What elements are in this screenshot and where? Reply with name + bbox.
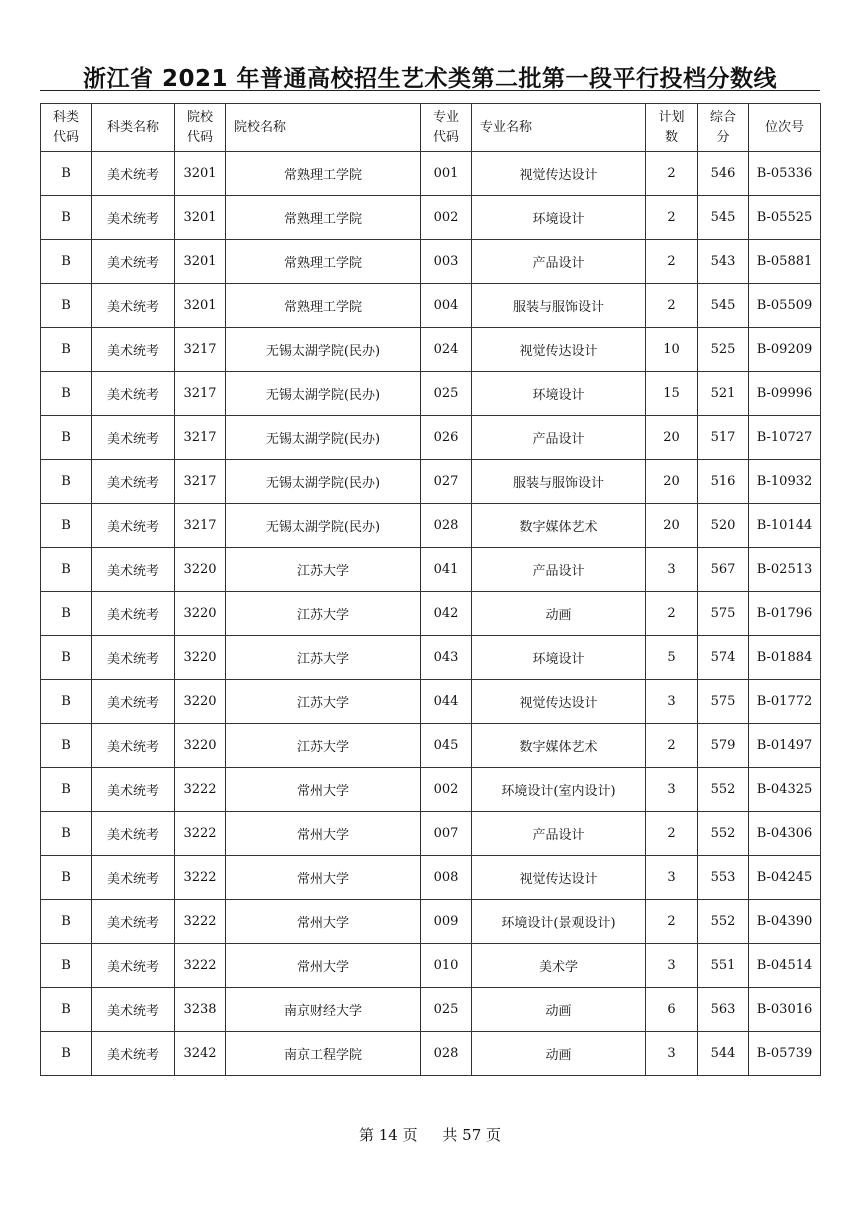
major-name-cell: 环境设计(室内设计) — [472, 768, 646, 812]
page-title: 浙江省 2021 年普通高校招生艺术类第二批第一段平行投档分数线 — [82, 66, 778, 92]
subject-name-cell: 美术统考 — [92, 592, 175, 636]
school-code-cell: 3222 — [175, 856, 226, 900]
major-name-cell: 视觉传达设计 — [472, 856, 646, 900]
subject-code-cell: B — [41, 900, 92, 944]
plan-cell: 2 — [646, 724, 698, 768]
rank-cell: B-04306 — [749, 812, 821, 856]
major-code-cell: 028 — [421, 504, 472, 548]
major-code-cell: 004 — [421, 284, 472, 328]
major-name-cell: 产品设计 — [472, 812, 646, 856]
subject-name-cell: 美术统考 — [92, 636, 175, 680]
table-row — [41, 548, 821, 592]
subject-code-cell: B — [41, 372, 92, 416]
subject-code-cell: B — [41, 812, 92, 856]
major-name-cell: 动画 — [472, 988, 646, 1032]
major-code-cell: 024 — [421, 328, 472, 372]
subject-code-cell: B — [41, 768, 92, 812]
school-code-cell: 3220 — [175, 680, 226, 724]
table-row — [41, 284, 821, 328]
header-rank: 位次号 — [749, 104, 821, 152]
plan-cell: 15 — [646, 372, 698, 416]
rank-cell: B-10932 — [749, 460, 821, 504]
school-code-cell: 3222 — [175, 944, 226, 988]
rank-cell: B-05881 — [749, 240, 821, 284]
score-cell: 545 — [698, 196, 749, 240]
subject-name-cell: 美术统考 — [92, 416, 175, 460]
major-name-cell: 视觉传达设计 — [472, 152, 646, 196]
score-cell: 575 — [698, 680, 749, 724]
score-cell: 517 — [698, 416, 749, 460]
score-cell: 552 — [698, 900, 749, 944]
score-cell: 544 — [698, 1032, 749, 1076]
major-code-cell: 026 — [421, 416, 472, 460]
major-code-cell: 041 — [421, 548, 472, 592]
plan-cell: 2 — [646, 152, 698, 196]
admission-score-table — [40, 103, 821, 1076]
plan-cell: 6 — [646, 988, 698, 1032]
subject-code-cell: B — [41, 460, 92, 504]
school-code-cell: 3201 — [175, 240, 226, 284]
subject-name-cell: 美术统考 — [92, 812, 175, 856]
table-row — [41, 900, 821, 944]
table-row — [41, 768, 821, 812]
school-code-cell: 3201 — [175, 196, 226, 240]
major-code-cell: 009 — [421, 900, 472, 944]
score-cell: 545 — [698, 284, 749, 328]
major-name-cell: 环境设计 — [472, 636, 646, 680]
score-cell: 525 — [698, 328, 749, 372]
school-name-cell: 常熟理工学院 — [226, 284, 421, 328]
table-row — [41, 680, 821, 724]
subject-name-cell: 美术统考 — [92, 1032, 175, 1076]
subject-name-cell: 美术统考 — [92, 548, 175, 592]
rank-cell: B-10144 — [749, 504, 821, 548]
major-code-cell: 044 — [421, 680, 472, 724]
school-name-cell: 常州大学 — [226, 768, 421, 812]
subject-code-cell: B — [41, 548, 92, 592]
school-name-cell: 江苏大学 — [226, 592, 421, 636]
score-cell: 579 — [698, 724, 749, 768]
plan-cell: 3 — [646, 944, 698, 988]
table-row — [41, 152, 821, 196]
major-name-cell: 产品设计 — [472, 416, 646, 460]
score-cell: 520 — [698, 504, 749, 548]
table-body — [41, 152, 821, 1076]
school-name-cell: 南京工程学院 — [226, 1032, 421, 1076]
subject-code-cell: B — [41, 944, 92, 988]
header-subject-code: 科类 代码 — [41, 104, 92, 152]
table-row — [41, 636, 821, 680]
header-plan: 计划 数 — [646, 104, 698, 152]
subject-name-cell: 美术统考 — [92, 240, 175, 284]
header-subject-name: 科类名称 — [92, 104, 175, 152]
school-name-cell: 江苏大学 — [226, 724, 421, 768]
school-name-cell: 常熟理工学院 — [226, 152, 421, 196]
major-name-cell: 服装与服饰设计 — [472, 460, 646, 504]
major-name-cell: 美术学 — [472, 944, 646, 988]
major-name-cell: 服装与服饰设计 — [472, 284, 646, 328]
subject-name-cell: 美术统考 — [92, 724, 175, 768]
score-cell: 546 — [698, 152, 749, 196]
subject-code-cell: B — [41, 504, 92, 548]
table-row — [41, 1032, 821, 1076]
table-row — [41, 460, 821, 504]
table-row — [41, 504, 821, 548]
page-footer — [0, 1124, 860, 1145]
header-school-name: 院校名称 — [226, 104, 421, 152]
school-name-cell: 常州大学 — [226, 900, 421, 944]
major-code-cell: 043 — [421, 636, 472, 680]
rank-cell: B-04390 — [749, 900, 821, 944]
major-name-cell: 视觉传达设计 — [472, 680, 646, 724]
rank-cell: B-04514 — [749, 944, 821, 988]
rank-cell: B-09996 — [749, 372, 821, 416]
major-code-cell: 008 — [421, 856, 472, 900]
school-name-cell: 江苏大学 — [226, 636, 421, 680]
school-name-cell: 江苏大学 — [226, 548, 421, 592]
school-name-cell: 常熟理工学院 — [226, 240, 421, 284]
school-code-cell: 3201 — [175, 152, 226, 196]
school-name-cell: 常州大学 — [226, 812, 421, 856]
table-row — [41, 328, 821, 372]
major-name-cell: 环境设计 — [472, 372, 646, 416]
score-cell: 552 — [698, 812, 749, 856]
school-code-cell: 3220 — [175, 548, 226, 592]
major-code-cell: 010 — [421, 944, 472, 988]
school-name-cell: 江苏大学 — [226, 680, 421, 724]
subject-code-cell: B — [41, 988, 92, 1032]
major-code-cell: 028 — [421, 1032, 472, 1076]
subject-name-cell: 美术统考 — [92, 900, 175, 944]
score-cell: 575 — [698, 592, 749, 636]
plan-cell: 10 — [646, 328, 698, 372]
rank-cell: B-01772 — [749, 680, 821, 724]
score-cell: 563 — [698, 988, 749, 1032]
subject-name-cell: 美术统考 — [92, 328, 175, 372]
school-code-cell: 3222 — [175, 812, 226, 856]
major-code-cell: 001 — [421, 152, 472, 196]
table-row — [41, 856, 821, 900]
subject-name-cell: 美术统考 — [92, 944, 175, 988]
major-name-cell: 数字媒体艺术 — [472, 504, 646, 548]
score-cell: 551 — [698, 944, 749, 988]
header-major-code: 专业 代码 — [421, 104, 472, 152]
rank-cell: B-09209 — [749, 328, 821, 372]
score-cell: 552 — [698, 768, 749, 812]
header-school-code: 院校 代码 — [175, 104, 226, 152]
score-cell: 553 — [698, 856, 749, 900]
subject-code-cell: B — [41, 284, 92, 328]
subject-code-cell: B — [41, 152, 92, 196]
school-code-cell: 3222 — [175, 768, 226, 812]
plan-cell: 2 — [646, 240, 698, 284]
subject-code-cell: B — [41, 724, 92, 768]
school-name-cell: 无锡太湖学院(民办) — [226, 460, 421, 504]
table-row — [41, 724, 821, 768]
rank-cell: B-01497 — [749, 724, 821, 768]
table-row — [41, 592, 821, 636]
major-code-cell: 003 — [421, 240, 472, 284]
subject-name-cell: 美术统考 — [92, 152, 175, 196]
school-name-cell: 常州大学 — [226, 944, 421, 988]
subject-code-cell: B — [41, 240, 92, 284]
plan-cell: 2 — [646, 284, 698, 328]
plan-cell: 20 — [646, 504, 698, 548]
plan-cell: 2 — [646, 812, 698, 856]
plan-cell: 2 — [646, 900, 698, 944]
header-score: 综合 分 — [698, 104, 749, 152]
major-name-cell: 数字媒体艺术 — [472, 724, 646, 768]
plan-cell: 3 — [646, 680, 698, 724]
rank-cell: B-05336 — [749, 152, 821, 196]
school-code-cell: 3238 — [175, 988, 226, 1032]
subject-name-cell: 美术统考 — [92, 856, 175, 900]
subject-name-cell: 美术统考 — [92, 768, 175, 812]
rank-cell: B-03016 — [749, 988, 821, 1032]
plan-cell: 3 — [646, 768, 698, 812]
page-total: 共 57 页 — [442, 1126, 502, 1144]
rank-cell: B-02513 — [749, 548, 821, 592]
school-name-cell: 无锡太湖学院(民办) — [226, 328, 421, 372]
subject-code-cell: B — [41, 1032, 92, 1076]
score-cell: 567 — [698, 548, 749, 592]
major-code-cell: 027 — [421, 460, 472, 504]
school-code-cell: 3201 — [175, 284, 226, 328]
major-code-cell: 042 — [421, 592, 472, 636]
school-name-cell: 无锡太湖学院(民办) — [226, 372, 421, 416]
school-name-cell: 常州大学 — [226, 856, 421, 900]
major-name-cell: 产品设计 — [472, 548, 646, 592]
major-code-cell: 025 — [421, 988, 472, 1032]
header-major-name: 专业名称 — [472, 104, 646, 152]
plan-cell: 20 — [646, 460, 698, 504]
school-code-cell: 3220 — [175, 724, 226, 768]
subject-code-cell: B — [41, 856, 92, 900]
school-code-cell: 3222 — [175, 900, 226, 944]
rank-cell: B-04245 — [749, 856, 821, 900]
major-code-cell: 007 — [421, 812, 472, 856]
major-code-cell: 045 — [421, 724, 472, 768]
score-cell: 516 — [698, 460, 749, 504]
major-name-cell: 环境设计(景观设计) — [472, 900, 646, 944]
subject-code-cell: B — [41, 680, 92, 724]
subject-code-cell: B — [41, 416, 92, 460]
rank-cell: B-01884 — [749, 636, 821, 680]
major-code-cell: 002 — [421, 196, 472, 240]
rank-cell: B-05525 — [749, 196, 821, 240]
subject-name-cell: 美术统考 — [92, 680, 175, 724]
school-code-cell: 3220 — [175, 592, 226, 636]
subject-code-cell: B — [41, 592, 92, 636]
rank-cell: B-05509 — [749, 284, 821, 328]
subject-name-cell: 美术统考 — [92, 196, 175, 240]
table-row — [41, 372, 821, 416]
table-header-row — [41, 104, 821, 152]
rank-cell: B-10727 — [749, 416, 821, 460]
major-name-cell: 动画 — [472, 592, 646, 636]
school-code-cell: 3242 — [175, 1032, 226, 1076]
plan-cell: 2 — [646, 196, 698, 240]
school-code-cell: 3217 — [175, 328, 226, 372]
school-code-cell: 3217 — [175, 372, 226, 416]
subject-name-cell: 美术统考 — [92, 460, 175, 504]
table-row — [41, 196, 821, 240]
title-underline — [40, 90, 820, 91]
major-code-cell: 002 — [421, 768, 472, 812]
school-code-cell: 3220 — [175, 636, 226, 680]
page-number: 第 14 页 — [358, 1126, 418, 1144]
school-name-cell: 无锡太湖学院(民办) — [226, 504, 421, 548]
major-name-cell: 动画 — [472, 1032, 646, 1076]
rank-cell: B-04325 — [749, 768, 821, 812]
plan-cell: 3 — [646, 1032, 698, 1076]
plan-cell: 3 — [646, 856, 698, 900]
school-code-cell: 3217 — [175, 460, 226, 504]
plan-cell: 20 — [646, 416, 698, 460]
table-row — [41, 240, 821, 284]
score-cell: 543 — [698, 240, 749, 284]
major-name-cell: 视觉传达设计 — [472, 328, 646, 372]
subject-code-cell: B — [41, 636, 92, 680]
school-name-cell: 常熟理工学院 — [226, 196, 421, 240]
plan-cell: 2 — [646, 592, 698, 636]
table-row — [41, 812, 821, 856]
plan-cell: 5 — [646, 636, 698, 680]
subject-name-cell: 美术统考 — [92, 372, 175, 416]
table-row — [41, 944, 821, 988]
school-code-cell: 3217 — [175, 416, 226, 460]
subject-name-cell: 美术统考 — [92, 504, 175, 548]
rank-cell: B-01796 — [749, 592, 821, 636]
rank-cell: B-05739 — [749, 1032, 821, 1076]
score-cell: 521 — [698, 372, 749, 416]
subject-code-cell: B — [41, 328, 92, 372]
subject-name-cell: 美术统考 — [92, 284, 175, 328]
school-code-cell: 3217 — [175, 504, 226, 548]
plan-cell: 3 — [646, 548, 698, 592]
table-row — [41, 988, 821, 1032]
school-name-cell: 南京财经大学 — [226, 988, 421, 1032]
major-name-cell: 产品设计 — [472, 240, 646, 284]
major-code-cell: 025 — [421, 372, 472, 416]
major-name-cell: 环境设计 — [472, 196, 646, 240]
school-name-cell: 无锡太湖学院(民办) — [226, 416, 421, 460]
subject-name-cell: 美术统考 — [92, 988, 175, 1032]
subject-code-cell: B — [41, 196, 92, 240]
score-cell: 574 — [698, 636, 749, 680]
table-row — [41, 416, 821, 460]
